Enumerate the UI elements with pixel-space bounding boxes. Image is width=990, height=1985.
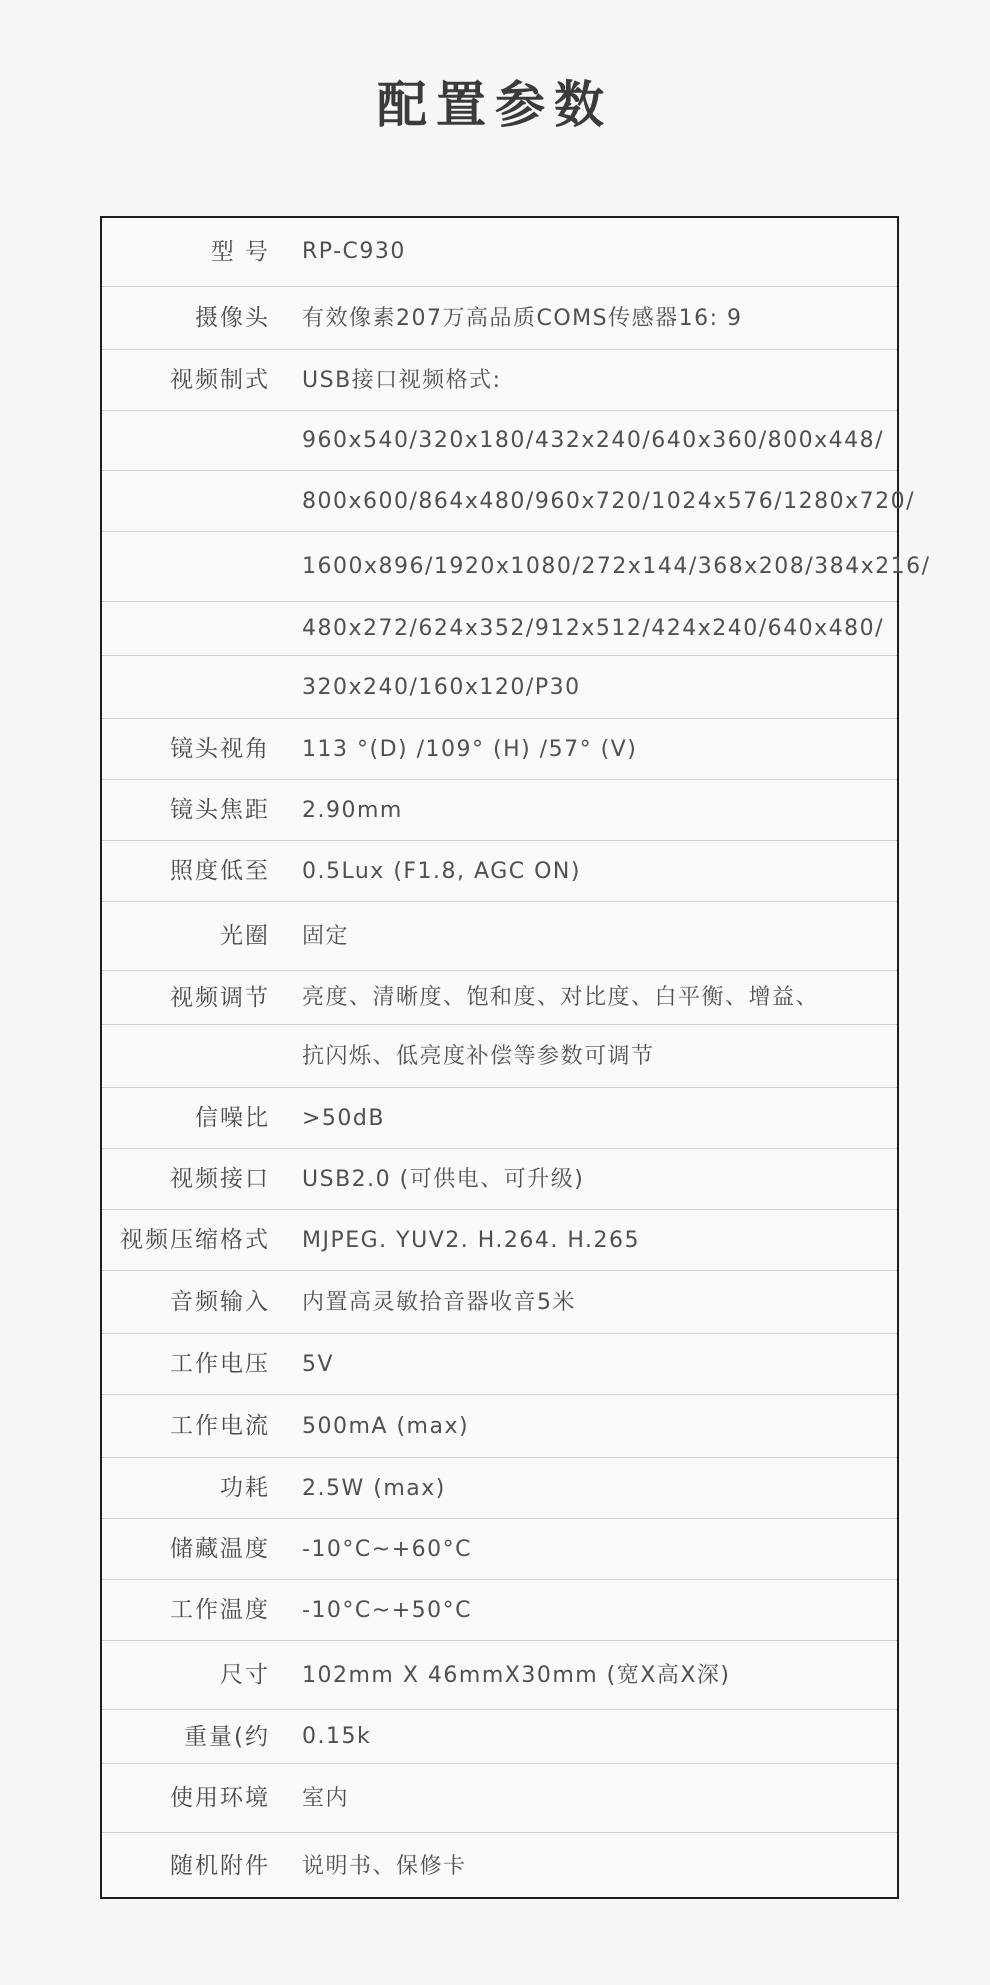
spec-row (102, 718, 897, 779)
spec-row (102, 1209, 897, 1270)
spec-row (102, 1087, 897, 1148)
spec-label: 摄像头 (195, 305, 270, 331)
spec-value: USB接口视频格式: (302, 368, 502, 393)
spec-row (102, 1333, 897, 1394)
spec-label: 视频制式 (170, 367, 270, 393)
spec-value: 960x540/320x180/432x240/640x360/800x448/ (302, 428, 885, 453)
spec-label: 镜头焦距 (170, 797, 270, 823)
spec-value: 内置高灵敏拾音器收音5米 (302, 1290, 576, 1315)
spec-label: 尺寸 (220, 1662, 270, 1688)
spec-row (102, 601, 897, 655)
spec-value: 2.90mm (302, 798, 403, 823)
spec-value: 1600x896/1920x1080/272x144/368x208/384x216/ (302, 554, 931, 579)
spec-row (102, 1640, 897, 1709)
spec-value: 800x600/864x480/960x720/1024x576/1280x720/ (302, 489, 916, 514)
spec-label: 工作电压 (170, 1351, 270, 1377)
spec-label: 光圈 (220, 923, 270, 949)
spec-label: 使用环境 (170, 1785, 270, 1811)
spec-row (102, 901, 897, 970)
spec-row (102, 1270, 897, 1333)
spec-label: 功耗 (220, 1475, 270, 1501)
spec-row (102, 655, 897, 718)
spec-value: 说明书、保修卡 (302, 1854, 467, 1879)
spec-value: 固定 (302, 924, 350, 949)
spec-row (102, 1148, 897, 1209)
spec-value: RP-C930 (302, 239, 406, 264)
spec-value: 0.5Lux (F1.8, AGC ON) (302, 859, 581, 884)
spec-value: 抗闪烁、低亮度补偿等参数可调节 (302, 1044, 655, 1069)
spec-value: >50dB (302, 1106, 385, 1131)
spec-row (102, 286, 897, 349)
page-title: 配置参数 (377, 76, 613, 134)
spec-value: 320x240/160x120/P30 (302, 675, 581, 700)
spec-row (102, 840, 897, 901)
spec-label: 重量(约 (184, 1724, 270, 1750)
spec-value: 有效像素207万高品质COMS传感器16: 9 (302, 306, 743, 331)
spec-row (102, 1518, 897, 1579)
spec-label: 照度低至 (170, 858, 270, 884)
spec-row (102, 1832, 897, 1899)
spec-label: 储藏温度 (170, 1536, 270, 1562)
spec-value: -10°C~+60°C (302, 1537, 473, 1562)
spec-row (102, 779, 897, 840)
spec-value: 亮度、清晰度、饱和度、对比度、白平衡、增益、 (302, 985, 820, 1010)
spec-value: 室内 (302, 1786, 350, 1811)
spec-row (102, 218, 897, 286)
spec-label: 工作电流 (170, 1413, 270, 1439)
spec-label: 视频调节 (170, 985, 270, 1011)
spec-row (102, 1024, 897, 1087)
spec-label: 工作温度 (170, 1597, 270, 1623)
spec-value: 480x272/624x352/912x512/424x240/640x480/ (302, 616, 885, 641)
spec-row (102, 1457, 897, 1518)
spec-value: 500mA (max) (302, 1414, 470, 1439)
spec-label: 随机附件 (170, 1853, 270, 1879)
spec-table (100, 216, 931, 1899)
spec-value: -10°C~+50°C (302, 1598, 473, 1623)
spec-value: 0.15k (302, 1724, 372, 1749)
spec-row (102, 349, 897, 410)
spec-label: 音频输入 (170, 1289, 270, 1315)
spec-row (102, 1763, 897, 1832)
spec-row (102, 970, 897, 1024)
spec-label: 信噪比 (195, 1105, 270, 1131)
spec-row (102, 1579, 897, 1640)
spec-label: 镜头视角 (170, 736, 270, 762)
spec-row (102, 470, 916, 531)
spec-label: 型 号 (210, 239, 270, 265)
spec-value: USB2.0 (可供电、可升级) (302, 1167, 585, 1192)
spec-label: 视频压缩格式 (120, 1227, 270, 1253)
spec-value: MJPEG. YUV2. H.264. H.265 (302, 1228, 641, 1253)
spec-value: 5V (302, 1352, 335, 1377)
spec-value: 102mm X 46mmX30mm (宽X高X深) (302, 1663, 731, 1688)
spec-row (102, 531, 931, 601)
spec-row (102, 1394, 897, 1457)
spec-row (102, 1709, 897, 1763)
spec-label: 视频接口 (170, 1166, 270, 1192)
spec-value: 2.5W (max) (302, 1476, 446, 1501)
spec-value: 113 °(D) /109° (H) /57° (V) (302, 737, 638, 762)
spec-row (102, 410, 897, 470)
